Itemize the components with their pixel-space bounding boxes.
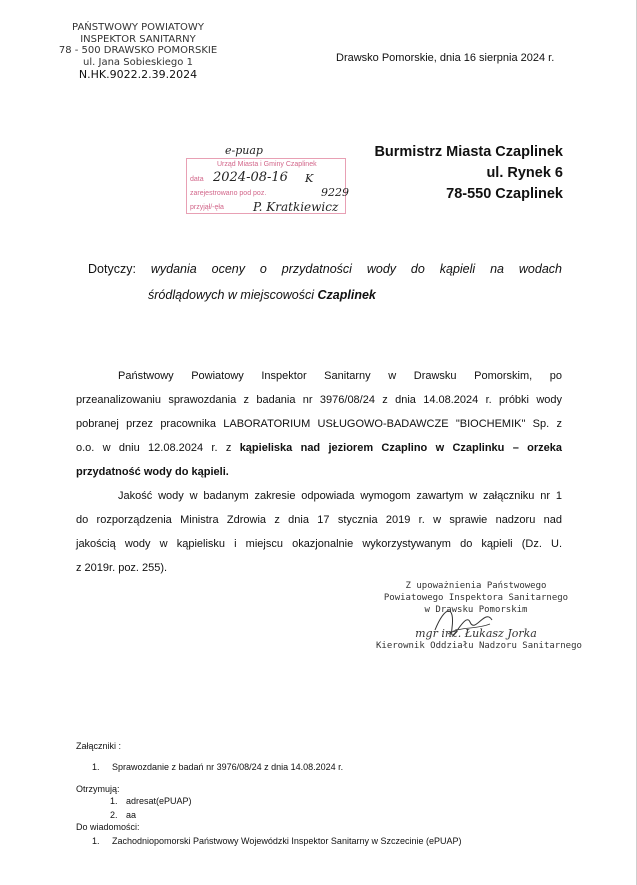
receiver-item: aa (126, 810, 137, 820)
subject (88, 256, 562, 308)
case-reference: N.HK.9022.2.39.2024 (78, 68, 198, 81)
signatory-name: mgr inż. Łukasz Jorka (415, 627, 537, 640)
for-info-label: Do wiadomości: (76, 822, 140, 832)
paragraph-line: Państwowy Powiatowy Inspektor Sanitarny w Drawsku Pomorskim, po (118, 370, 562, 382)
sender-line: PAŃSTWOWY POWIATOWY (72, 22, 204, 33)
receiver-number: 2. (110, 810, 118, 820)
sender-line: ul. Jana Sobieskiego 1 (83, 56, 193, 68)
signatory-title: Kierownik Oddziału Nadzoru Sanitarnego (376, 641, 582, 651)
stamp-received-label: przyjął/-ęła (190, 204, 224, 211)
registration-stamp (186, 158, 349, 214)
for-info-number: 1. (92, 836, 100, 846)
paragraph-legal-basis (76, 484, 562, 580)
paragraph-line: z 2019r. poz. 255). (76, 562, 168, 574)
receives-label: Otrzymują: (76, 784, 120, 794)
attachment-number: 1. (92, 762, 100, 772)
sender-line: INSPEKTOR SANITARNY (80, 33, 196, 45)
recipient-address (360, 142, 563, 205)
stamp-received-by: P. Kratkiewicz (253, 200, 339, 214)
recipient-city: 78-550 Czaplinek (446, 186, 563, 202)
subject-locality: Czaplinek (317, 288, 376, 302)
stamp-initial: K (305, 172, 314, 185)
signature-line: Powiatowego Inspektora Sanitarnego (383, 593, 569, 603)
paragraph-line: pobranej przez pracownika LABORATORIUM USŁUGOWO-BADAWCZE "BIOCHEMIK" Sp. z (76, 418, 562, 430)
receiver-item: adresat(ePUAP) (126, 796, 192, 806)
paragraph-line: do rozporządzenia Ministra Zdrowia z dnia 17 stycznia 2019 r. w sprawie nadzoru nad (76, 514, 562, 526)
subject-text-line2: śródlądowych w miejscowości (148, 288, 315, 302)
subject-label: Dotyczy: (88, 262, 136, 276)
stamp-register-number: 9229 (321, 186, 349, 199)
for-info-item: Zachodniopomorski Państwowy Wojewódzki Inspektor Sanitarny w Szczecinie (ePUAP) (112, 836, 462, 846)
paragraph-line: Jakość wody w badanym zakresie odpowiada wymogom zawartym w załączniku nr 1 (118, 490, 562, 502)
subject-text-line1: wydania oceny o przydatności wody do kąpieli na wodach (150, 262, 562, 276)
signature-line: Z upoważnienia Państwowego (405, 581, 547, 591)
stamp-office: Urząd Miasta i Gminy Czaplinek (217, 161, 317, 168)
signature-line: w Drawsku Pomorskim (424, 605, 528, 615)
stamp-date-label: data (190, 176, 204, 183)
recipient-street: ul. Rynek 6 (486, 165, 563, 181)
stamp-register-label: zarejestrowano pod poz. (190, 190, 267, 197)
paragraph-line: jakością wody w kąpielisku i miejscu okazjonalnie wykorzystywanym do kąpieli (Dz. U. (76, 538, 562, 550)
paragraph-findings (76, 364, 562, 484)
stamp-date-value: 2024-08-16 (213, 170, 288, 185)
receiver-number: 1. (110, 796, 118, 806)
place-and-date: Drawsko Pomorskie, dnia 16 sierpnia 2024 r. (336, 52, 555, 64)
handwritten-signature-icon (430, 600, 500, 640)
paragraph-line: o.o. w dniu 12.08.2024 r. z (76, 442, 232, 454)
recipient-name: Burmistrz Miasta Czaplinek (374, 144, 563, 160)
paragraph-verdict: przydatność wody do kąpieli. (76, 466, 229, 478)
sender-stamp (38, 22, 238, 81)
attachments-label: Załączniki : (76, 741, 122, 751)
paragraph-bathing-site: kąpieliska nad jeziorem Czaplino w Czaplinku – orzeka (239, 442, 563, 454)
paragraph-line: przeanalizowaniu sprawozdania z badania nr 3976/08/24 z dnia 14.08.2024 r. próbki wody (76, 394, 562, 406)
attachment-item: Sprawozdanie z badań nr 3976/08/24 z dnia 14.08.2024 r. (112, 762, 344, 772)
epuap-handwritten-note: e-puap (225, 144, 263, 157)
sender-line: 78 - 500 DRAWSKO POMORSKIE (58, 45, 218, 56)
